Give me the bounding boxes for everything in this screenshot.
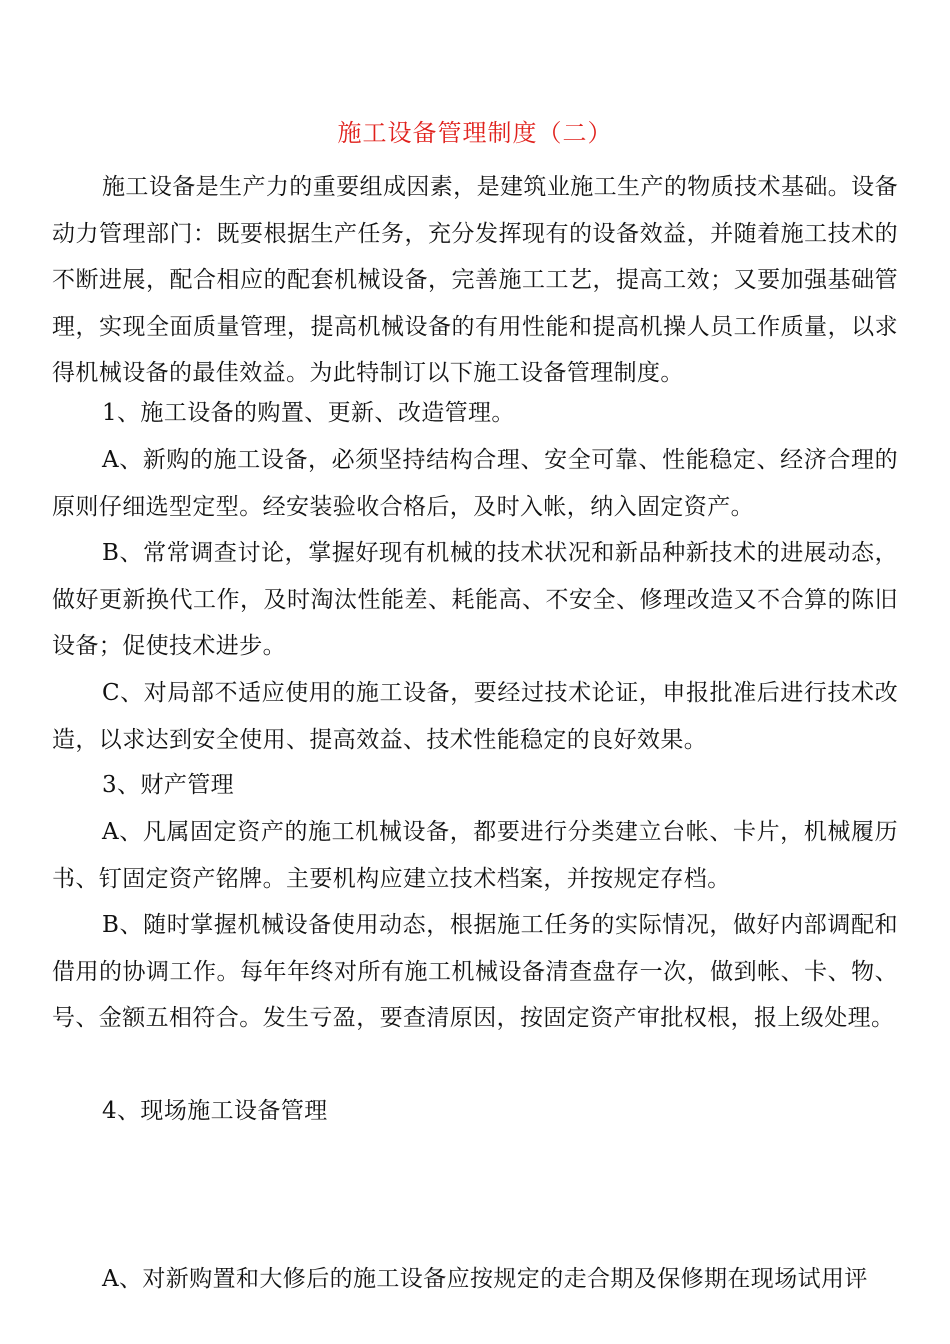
paragraph-section-1-heading: 1、施工设备的购置、更新、改造管理。: [102, 400, 515, 426]
paragraph-intro: 施工设备是生产力的重要组成因素，是建筑业施工生产的物质技术基础。设备动力管理部门：既要根据生产任务，充分发挥现有的设备效益，并随着施工技术的不断进展，配合相应的配套机械设备，完善施工工艺，提高工效；又要加强基础管理，实现全面质量管理，提高机械设备的有用性能和提高机操人员工作质量，以求得机械设备的最佳效益。为此特制订以下施工设备管理制度。: [52, 174, 898, 386]
paragraph-section-3-heading: 3、财产管理: [102, 772, 235, 798]
paragraph-1c: C、对局部不适应使用的施工设备，要经过技术论证，申报批准后进行技术改造，以求达到安全使用、提高效益、技术性能稳定的良好效果。: [52, 680, 898, 753]
paragraph-1b: B、常常调查讨论，掌握好现有机械的技术状况和新品种新技术的进展动态，做好更新换代工作，及时淘汰性能差、耗能高、不安全、修理改造又不合算的陈旧设备；促使技术进步。: [52, 540, 898, 659]
paragraph-3b: B、随时掌握机械设备使用动态，根据施工任务的实际情况，做好内部调配和借用的协调工作。每年年终对所有施工机械设备清查盘存一次，做到帐、卡、物、号、金额五相符合。发生亏盈，要查清原因，按固定资产审批权根，报上级处理。: [52, 912, 898, 1031]
paragraph-4a: A、对新购置和大修后的施工设备应按规定的走合期及保修期在现场试用评: [102, 1266, 868, 1292]
paragraph-section-4-heading: 4、现场施工设备管理: [102, 1098, 328, 1124]
paragraph-1a: A、新购的施工设备，必须坚持结构合理、安全可靠、性能稳定、经济合理的原则仔细选型定型。经安装验收合格后，及时入帐，纳入固定资产。: [52, 447, 898, 520]
document-title: 施工设备管理制度（二）: [337, 119, 613, 147]
paragraph-3a: A、凡属固定资产的施工机械设备，都要进行分类建立台帐、卡片，机械履历书、钉固定资产铭牌。主要机构应建立技术档案，并按规定存档。: [52, 819, 898, 892]
